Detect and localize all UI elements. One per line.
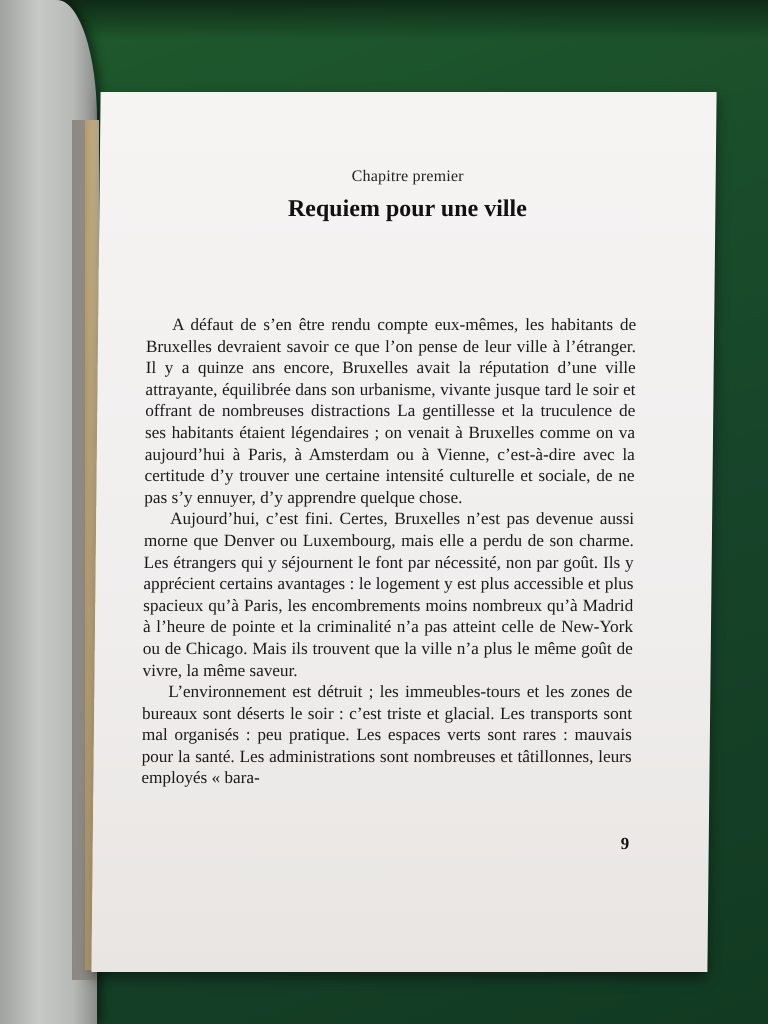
background-shadow: [0, 0, 768, 40]
book-page: [91, 92, 716, 972]
chapter-label: Chapitre premier: [351, 168, 464, 185]
chapter-title: Requiem pour une ville: [287, 196, 527, 222]
page-number: 9: [620, 834, 630, 853]
body-text: [141, 314, 636, 789]
paragraph: Aujourd’hui, c’est fini. Certes, Bruxelles n’est pas devenue aussi morne que Denver ou Luxembourg, mais elle a perdu de son charme. Les étrangers qui y séjournent le font par nécessité, non par goût. Ils y apprécient certains avantages : le logement y est plus accessible et plus spacieux qu’à Paris, les encombrements moins nombreux qu’à Madrid à l’heure de pointe et la criminalité n’a pas atteint celle de New-York ou de Chicago. Mais ils trouvent que la ville n’a plus le même goût de vivre, la même saveur.: [142, 509, 635, 680]
paragraph: A défaut de s’en être rendu compte eux-mêmes, les habitants de Bruxelles devraient savoir ce que l’on pense de leur ville à l’étranger. Il y a quinze ans encore, Bruxelles avait la réputation d’une ville attrayante, équilibrée dans son urbanisme, vivante jusque tard le soir et offrant de nombreuses distractions La gentillesse et la truculence de ses habitants étaient légendaires ; on venait à Bruxelles comme on va aujourd’hui à Paris, à Amsterdam ou à Vienne, c’est-à-dire avec la certitude d’y trouver une certaine intensité culturelle et sociale, de ne pas s’y ennuyer, d’y apprendre quelque chose.: [144, 315, 637, 507]
paragraph: L’environnement est détruit ; les immeubles-tours et les zones de bureaux sont déserts le soir : c’est triste et glacial. Les transports sont mal organisés : peu pratique. Les espaces verts sont rares : mauvais pour la santé. Les administrations sont nombreuses et tâtillonnes, leurs employés « bara-: [141, 682, 633, 788]
